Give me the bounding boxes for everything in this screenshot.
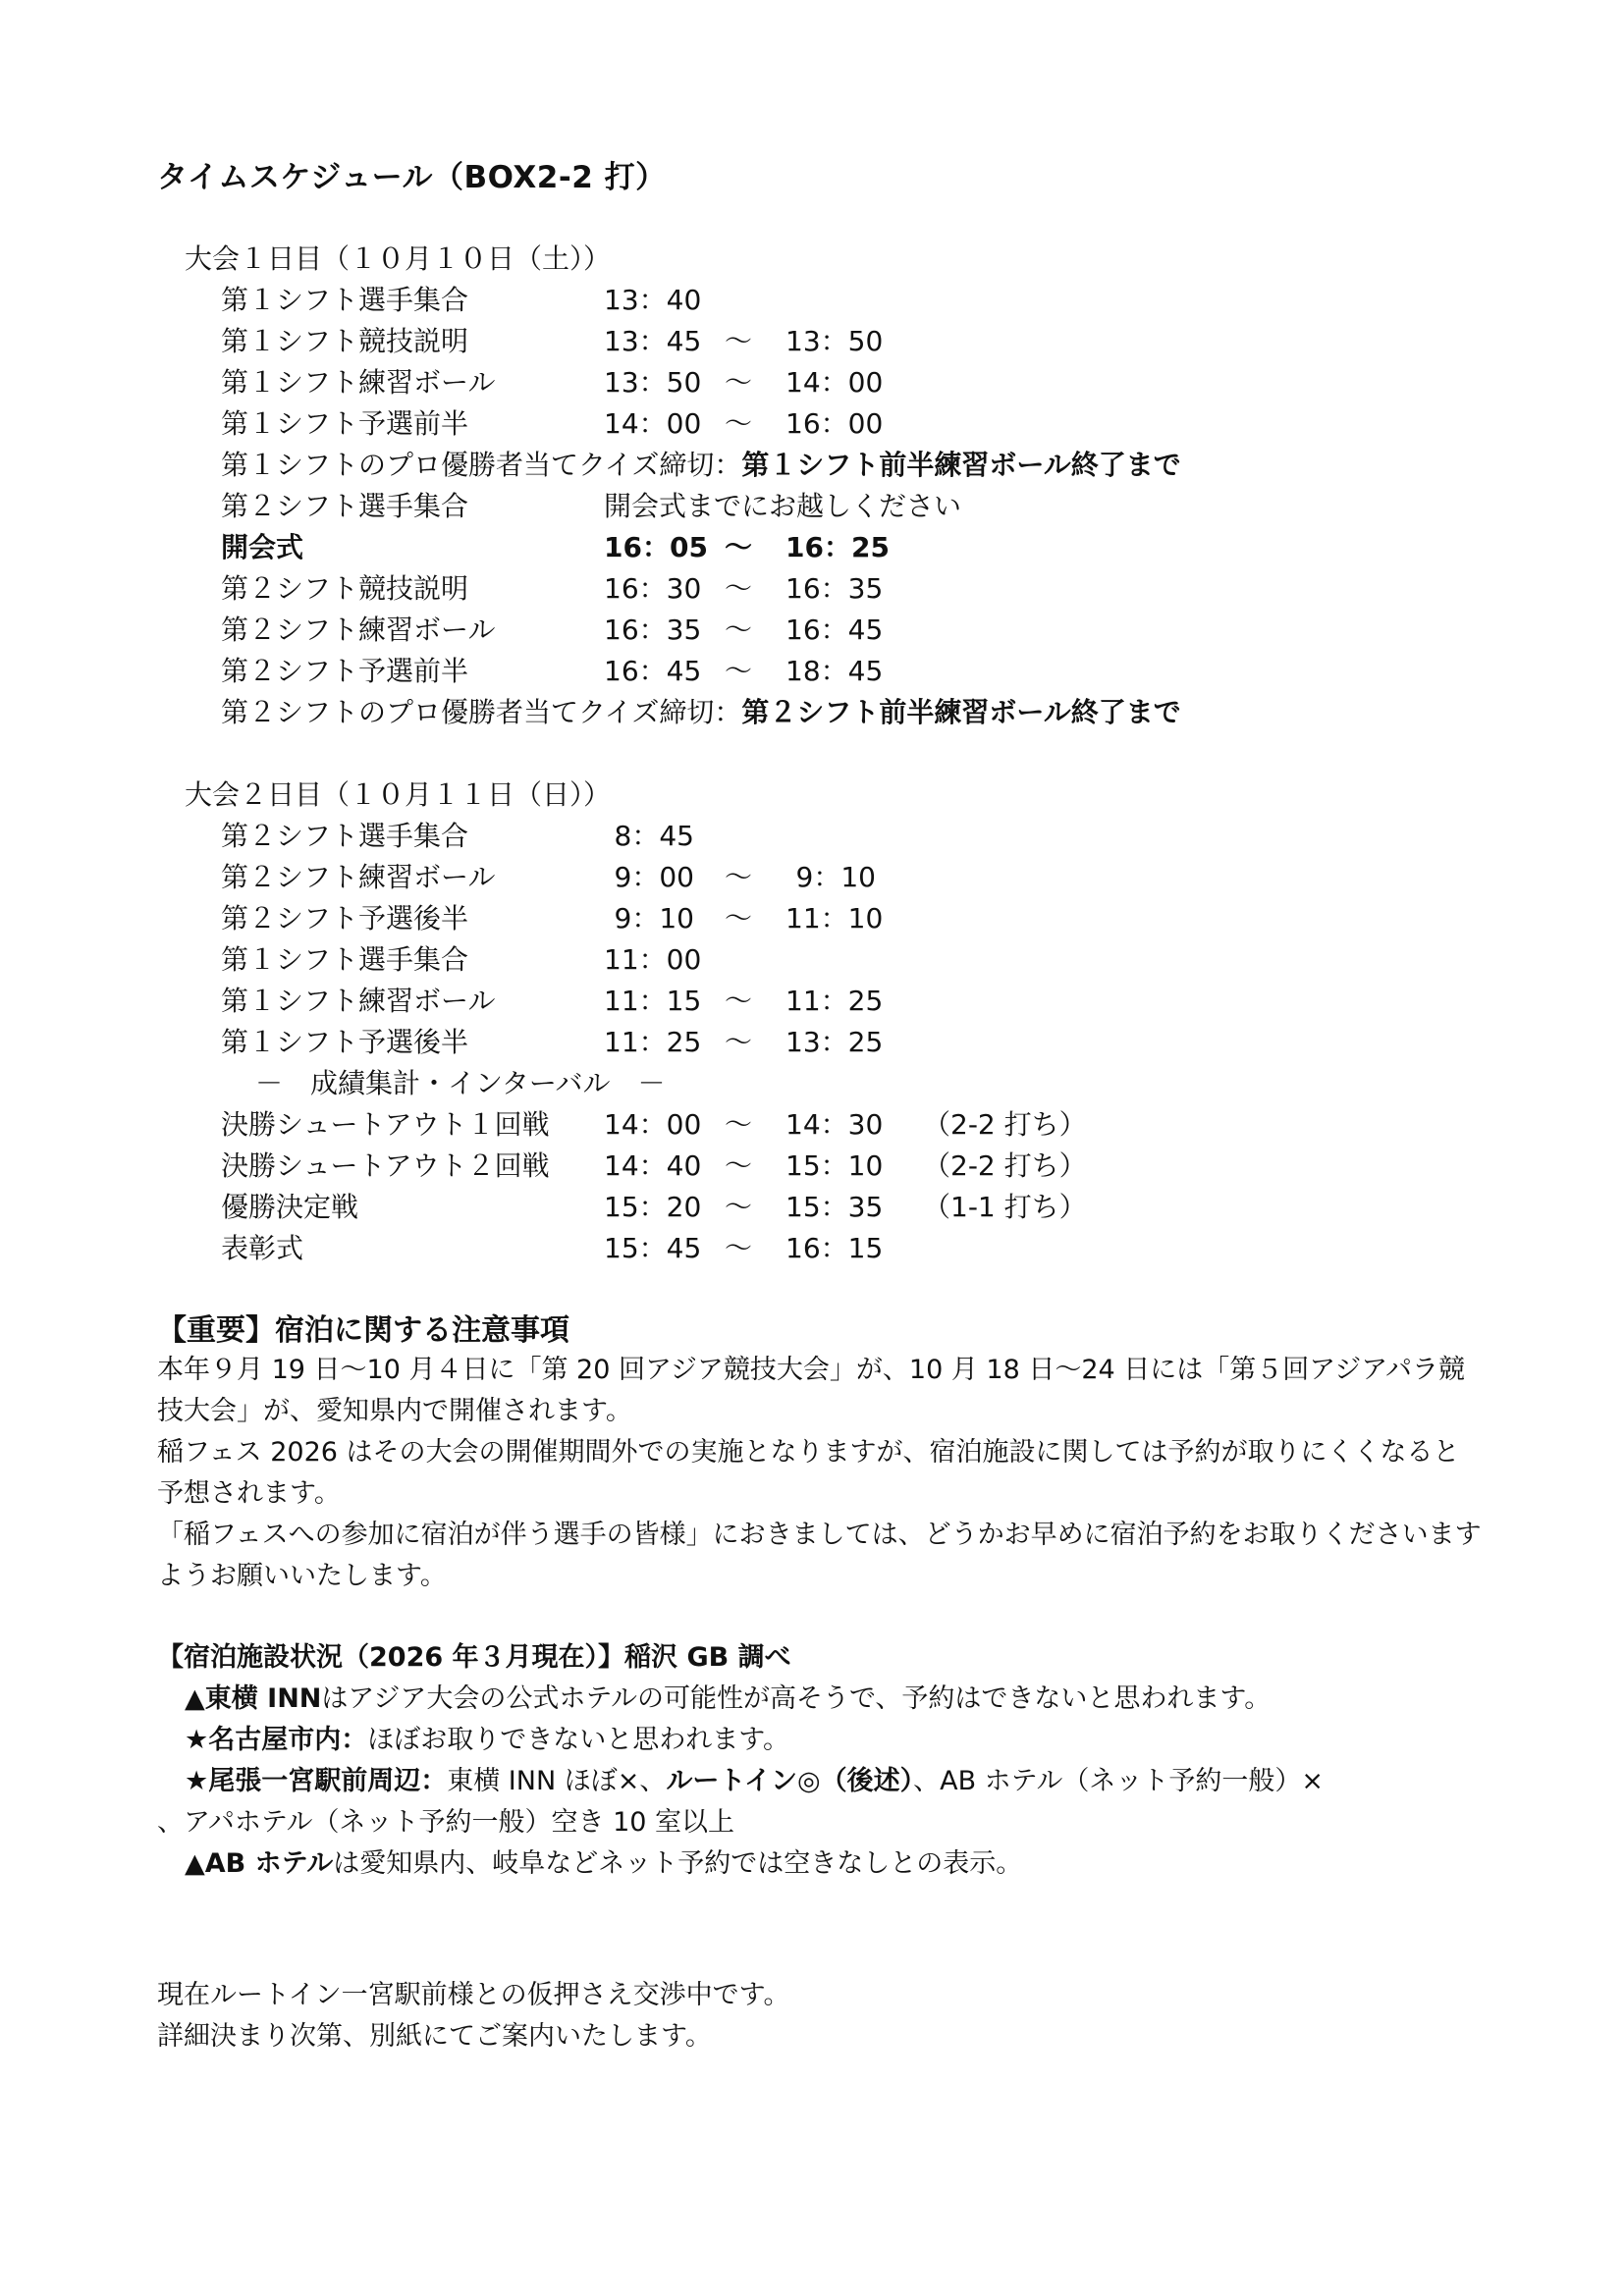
lodging-item-highlight: ルートイン◎（後述） <box>666 1766 914 1796</box>
row-label: 決勝シュートアウト２回戦 <box>221 1149 550 1182</box>
row-start: 9：00 <box>614 861 694 893</box>
row-label: 第２シフト練習ボール <box>221 861 496 893</box>
lodging-item-title: ★名古屋市内： <box>185 1725 368 1755</box>
row-start: 16：05 <box>604 531 708 563</box>
row-tilde: 〜 <box>725 861 753 893</box>
row-label: 決勝シュートアウト１回戦 <box>221 1108 550 1141</box>
schedule-row <box>0 280 1624 321</box>
lodging-item-continuation: 、アパホテル（ネット予約一般）空き 10 室以上 <box>157 1807 735 1838</box>
row-tilde: 〜 <box>725 1149 753 1182</box>
row-end: 13：50 <box>785 325 884 357</box>
row-note: （2-2 打ち） <box>923 1108 1087 1141</box>
row-label: 第２シフト選手集合 <box>221 490 469 522</box>
lodging-item <box>185 1761 1324 1802</box>
schedule-row <box>0 321 1624 362</box>
row-tilde: 〜 <box>725 366 753 399</box>
row-label: 第１シフト選手集合 <box>221 284 469 316</box>
lodging-item-title: ▲AB ホテル <box>185 1848 334 1879</box>
row-start: 13：40 <box>604 284 702 316</box>
row-start: 14：40 <box>604 1149 702 1182</box>
row-start: 11：25 <box>604 1026 702 1058</box>
schedule-row <box>0 486 1624 527</box>
row-end: 16：45 <box>785 614 884 646</box>
row-label: 第１シフト練習ボール <box>221 366 496 399</box>
row-end: 16：25 <box>785 531 890 563</box>
row-label: 第１シフト選手集合 <box>221 943 469 976</box>
row-label: 第１シフト予選前半 <box>221 407 469 440</box>
row-end: 14：30 <box>785 1108 884 1141</box>
row-end: 11：10 <box>785 902 884 934</box>
row-end: 16：15 <box>785 1232 884 1264</box>
schedule-row <box>0 568 1624 610</box>
row-tilde: 〜 <box>725 655 753 687</box>
schedule-row <box>0 898 1624 939</box>
notice-paragraph: 稲フェス 2026 はその大会の開催期間外での実施となりますが、宿泊施設に関しては予約が取りにくくなると予想されます。 <box>157 1437 1460 1509</box>
row-tilde: 〜 <box>725 1026 753 1058</box>
row-start: 9：10 <box>614 902 694 934</box>
row-label: 第１シフト競技説明 <box>221 325 469 357</box>
schedule-row <box>0 1022 1624 1063</box>
row-tilde: 〜 <box>725 1191 753 1223</box>
lodging-item <box>185 1843 1022 1885</box>
page-title: タイムスケジュール（BOX2-2 打） <box>157 160 667 195</box>
row-start: 15：20 <box>604 1191 702 1223</box>
schedule-row <box>0 362 1624 403</box>
row-note: 開会式までにお越しください <box>604 490 962 522</box>
lodging-item <box>185 1720 789 1761</box>
footer-line: 現在ルートイン一宮駅前様との仮押さえ交渉中です。 <box>157 1980 790 2010</box>
row-end: 13：25 <box>785 1026 884 1058</box>
quiz-deadline-row <box>221 692 1181 733</box>
row-start: 14：00 <box>604 407 702 440</box>
quiz-deadline-value: 第１シフト前半練習ボール終了まで <box>741 449 1181 481</box>
schedule-row <box>0 651 1624 692</box>
row-end: 15：10 <box>785 1149 884 1182</box>
row-end: 11：25 <box>785 985 884 1017</box>
lodging-item-text: は愛知県内、岐阜などネット予約では空きなしとの表示。 <box>333 1848 1023 1879</box>
footer-line: 詳細決まり次第、別紙にてご案内いたします。 <box>157 2021 712 2052</box>
quiz-deadline-label: 第１シフトのプロ優勝者当てクイズ締切： <box>221 449 742 481</box>
row-label: 優勝決定戦 <box>221 1191 359 1223</box>
row-label: 開会式 <box>221 531 304 563</box>
row-tilde: 〜 <box>725 572 753 605</box>
day1-heading: 大会１日目（１０月１０日（土）） <box>185 242 612 275</box>
row-label: 第２シフト選手集合 <box>221 820 469 852</box>
row-end: 18：45 <box>785 655 884 687</box>
row-label: 第１シフト予選後半 <box>221 1026 469 1058</box>
notice-heading: 【重要】宿泊に関する注意事項 <box>157 1313 569 1348</box>
lodging-item-text: ほぼお取りできないと思われます。 <box>367 1725 790 1755</box>
finals-row <box>0 1187 1624 1228</box>
lodging-item-text: 東横 INN ほぼ×、 <box>447 1766 667 1796</box>
quiz-deadline-value: 第２シフト前半練習ボール終了まで <box>741 696 1181 728</box>
row-tilde: 〜 <box>725 531 753 563</box>
row-start: 8：45 <box>614 820 694 852</box>
finals-row <box>0 1146 1624 1187</box>
finals-row <box>0 1228 1624 1269</box>
row-start: 13：50 <box>604 366 702 399</box>
lodging-item-title: ★尾張一宮駅前周辺： <box>185 1766 448 1796</box>
row-start: 11：00 <box>604 943 702 976</box>
row-tilde: 〜 <box>725 407 753 440</box>
row-start: 11：15 <box>604 985 702 1017</box>
row-label: 第２シフト競技説明 <box>221 572 469 605</box>
row-tilde: 〜 <box>725 325 753 357</box>
row-end: 16：35 <box>785 572 884 605</box>
row-start: 16：30 <box>604 572 702 605</box>
interval-separator: － 成績集計・インターバル － <box>255 1067 666 1099</box>
row-label: 第１シフト練習ボール <box>221 985 496 1017</box>
lodging-item <box>185 1679 1271 1720</box>
quiz-deadline-row <box>221 445 1181 486</box>
schedule-row <box>0 981 1624 1022</box>
row-label: 第２シフト練習ボール <box>221 614 496 646</box>
lodging-item-text: 、AB ホテル（ネット予約一般）× <box>913 1766 1324 1796</box>
row-start: 14：00 <box>604 1108 702 1141</box>
row-label: 第２シフト予選前半 <box>221 655 469 687</box>
lodging-item-title: ▲東横 INN <box>185 1683 322 1714</box>
schedule-row <box>0 610 1624 651</box>
row-label: 第２シフト予選後半 <box>221 902 469 934</box>
row-start: 13：45 <box>604 325 702 357</box>
quiz-deadline-label: 第２シフトのプロ優勝者当てクイズ締切： <box>221 696 742 728</box>
row-start: 15：45 <box>604 1232 702 1264</box>
lodging-heading: 【宿泊施設状況（2026 年３月現在）】稲沢 GB 調べ <box>157 1642 791 1673</box>
opening-ceremony-row <box>0 527 1624 568</box>
row-end: 14：00 <box>785 366 884 399</box>
notice-paragraph: 「稲フェスへの参加に宿泊が伴う選手の皆様」におきましては、どうかお早めに宿泊予約をお取りくださいますようお願いいたします。 <box>157 1520 1482 1591</box>
row-end: 9：10 <box>795 861 876 893</box>
row-start: 16：35 <box>604 614 702 646</box>
schedule-row <box>0 939 1624 981</box>
row-tilde: 〜 <box>725 614 753 646</box>
row-tilde: 〜 <box>725 1108 753 1141</box>
row-label: 表彰式 <box>221 1232 304 1264</box>
row-tilde: 〜 <box>725 985 753 1017</box>
lodging-item-text: はアジア大会の公式ホテルの可能性が高そうで、予約はできないと思われます。 <box>321 1683 1272 1714</box>
day2-heading: 大会２日目（１０月１１日（日）） <box>185 778 612 811</box>
schedule-row <box>0 816 1624 857</box>
row-tilde: 〜 <box>725 1232 753 1264</box>
schedule-row <box>0 403 1624 445</box>
row-tilde: 〜 <box>725 902 753 934</box>
row-end: 15：35 <box>785 1191 884 1223</box>
row-start: 16：45 <box>604 655 702 687</box>
schedule-row <box>0 857 1624 898</box>
notice-paragraph: 本年９月 19 日〜10 月４日に「第 20 回アジア競技大会」が、10 月 18 日〜24 日には「第５回アジアパラ競技大会」が、愛知県内で開催されます。 <box>157 1355 1466 1426</box>
row-note: （2-2 打ち） <box>923 1149 1087 1182</box>
row-end: 16：00 <box>785 407 884 440</box>
row-note: （1-1 打ち） <box>923 1191 1087 1223</box>
finals-row <box>0 1104 1624 1146</box>
